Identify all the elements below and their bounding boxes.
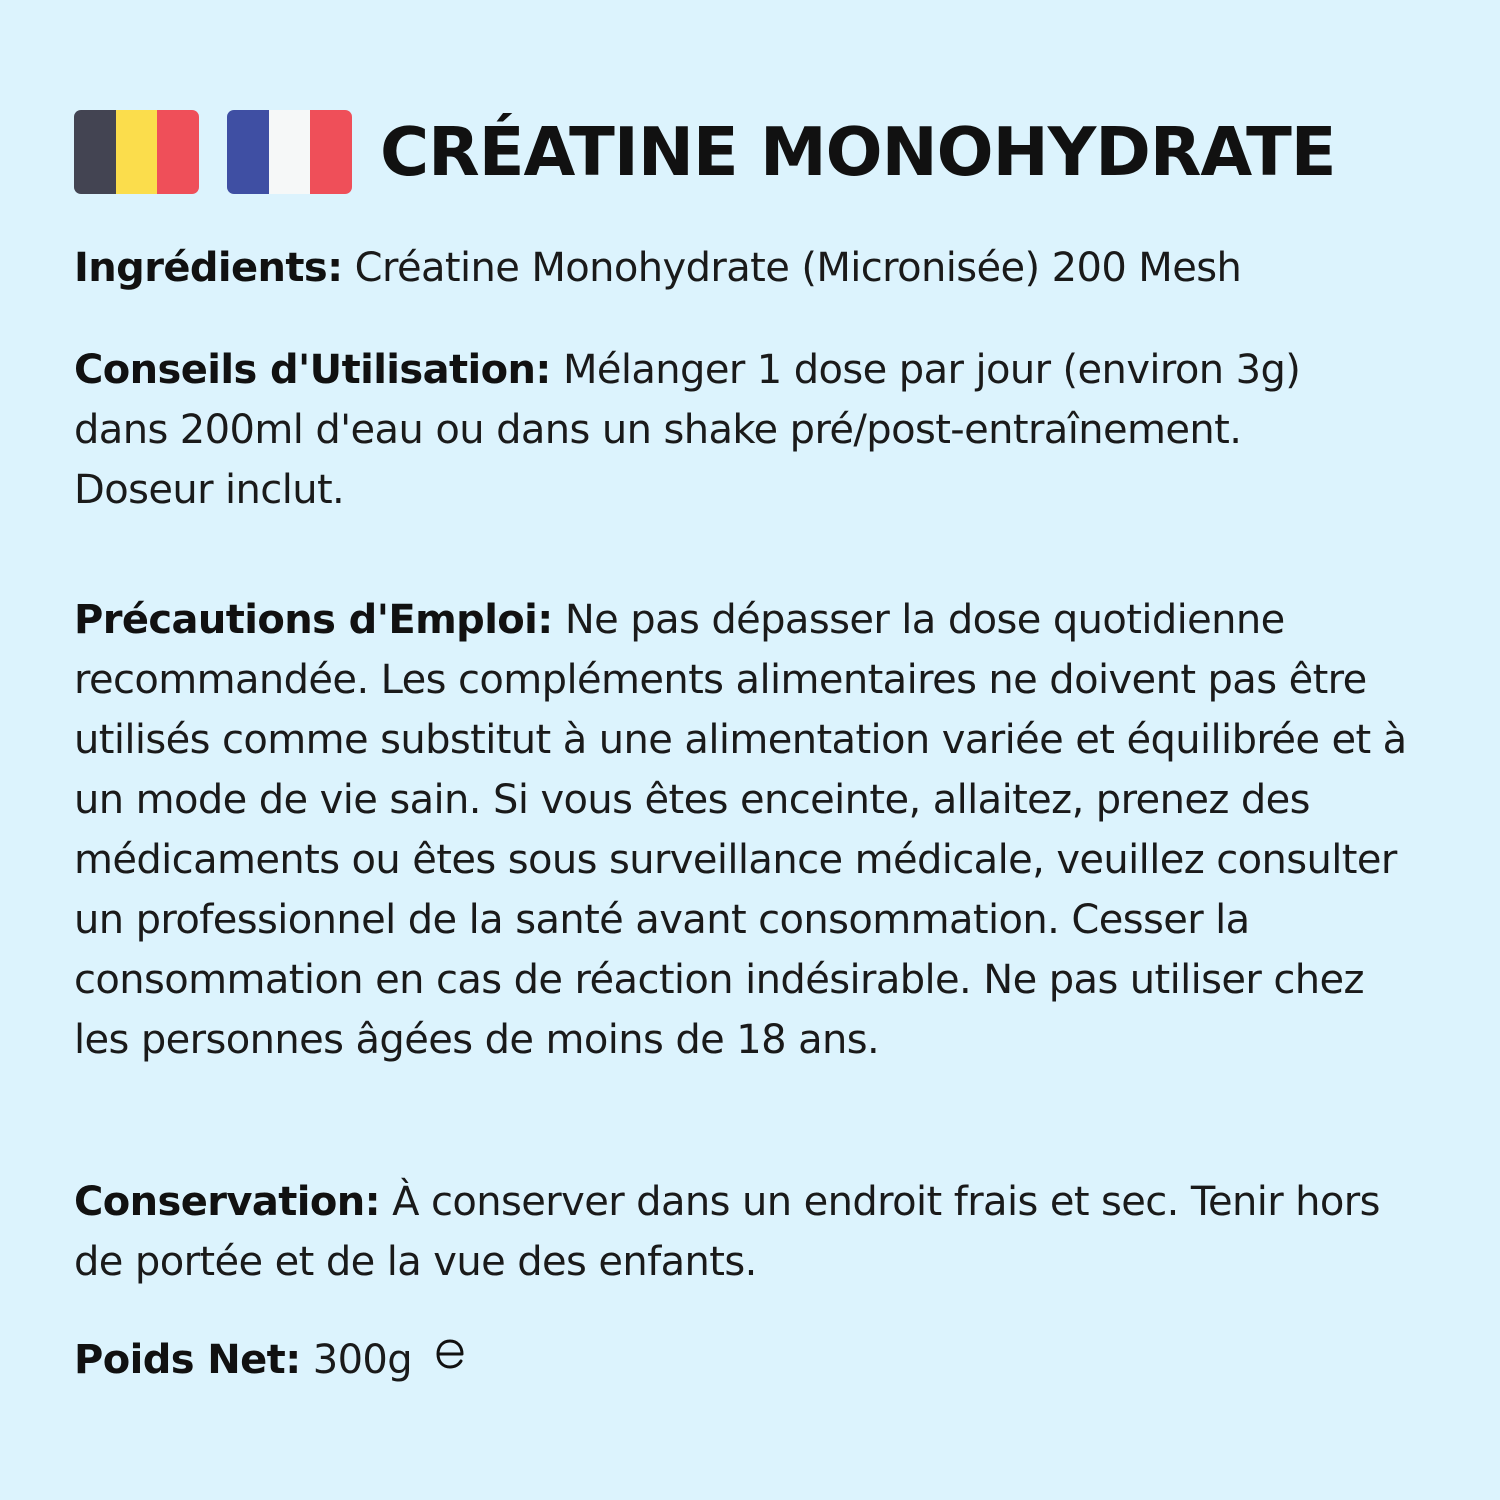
france-flag-icon [227,110,352,194]
storage-section [74,1172,1426,1292]
usage-text: Mélanger 1 dose par jour (environ 3g) dans 200ml d'eau ou dans un shake pré/post-entraînement. Doseur inclut. [74,347,1301,513]
net-weight-section [74,1330,1426,1390]
precautions-section [74,590,1419,1070]
header [74,108,1336,196]
ingredients-label: Ingrédients: [74,245,343,291]
storage-label: Conservation: [74,1179,381,1225]
ingredients-section [74,238,1426,298]
page-title: CRÉATINE MONOHYDRATE [380,112,1336,191]
estimated-sign-icon [432,1329,468,1389]
belgium-flag-icon [74,110,199,194]
net-weight-label: Poids Net: [74,1337,301,1383]
net-weight-value: 300g [312,1337,413,1383]
precautions-label: Précautions d'Emploi: [74,597,553,643]
usage-label: Conseils d'Utilisation: [74,347,551,393]
usage-section [74,340,1364,520]
precautions-text: Ne pas dépasser la dose quotidienne recommandée. Les compléments alimentaires ne doivent pas être utilisés comme substitut à une alimentation variée et équilibrée et à un mode de vie sain. Si vous êtes enceinte, allaitez, prenez des médicaments ou êtes sous surveillance médicale, veuillez consulter un professionnel de la santé avant consommation. Cesser la consommation en cas de réaction indésirable. Ne pas utiliser chez les personnes âgées de moins de 18 ans. [74,597,1407,1063]
storage-text: À conserver dans un endroit frais et sec. Tenir hors de portée et de la vue des enfants. [74,1179,1380,1285]
ingredients-text: Créatine Monohydrate (Micronisée) 200 Mesh [354,245,1242,291]
